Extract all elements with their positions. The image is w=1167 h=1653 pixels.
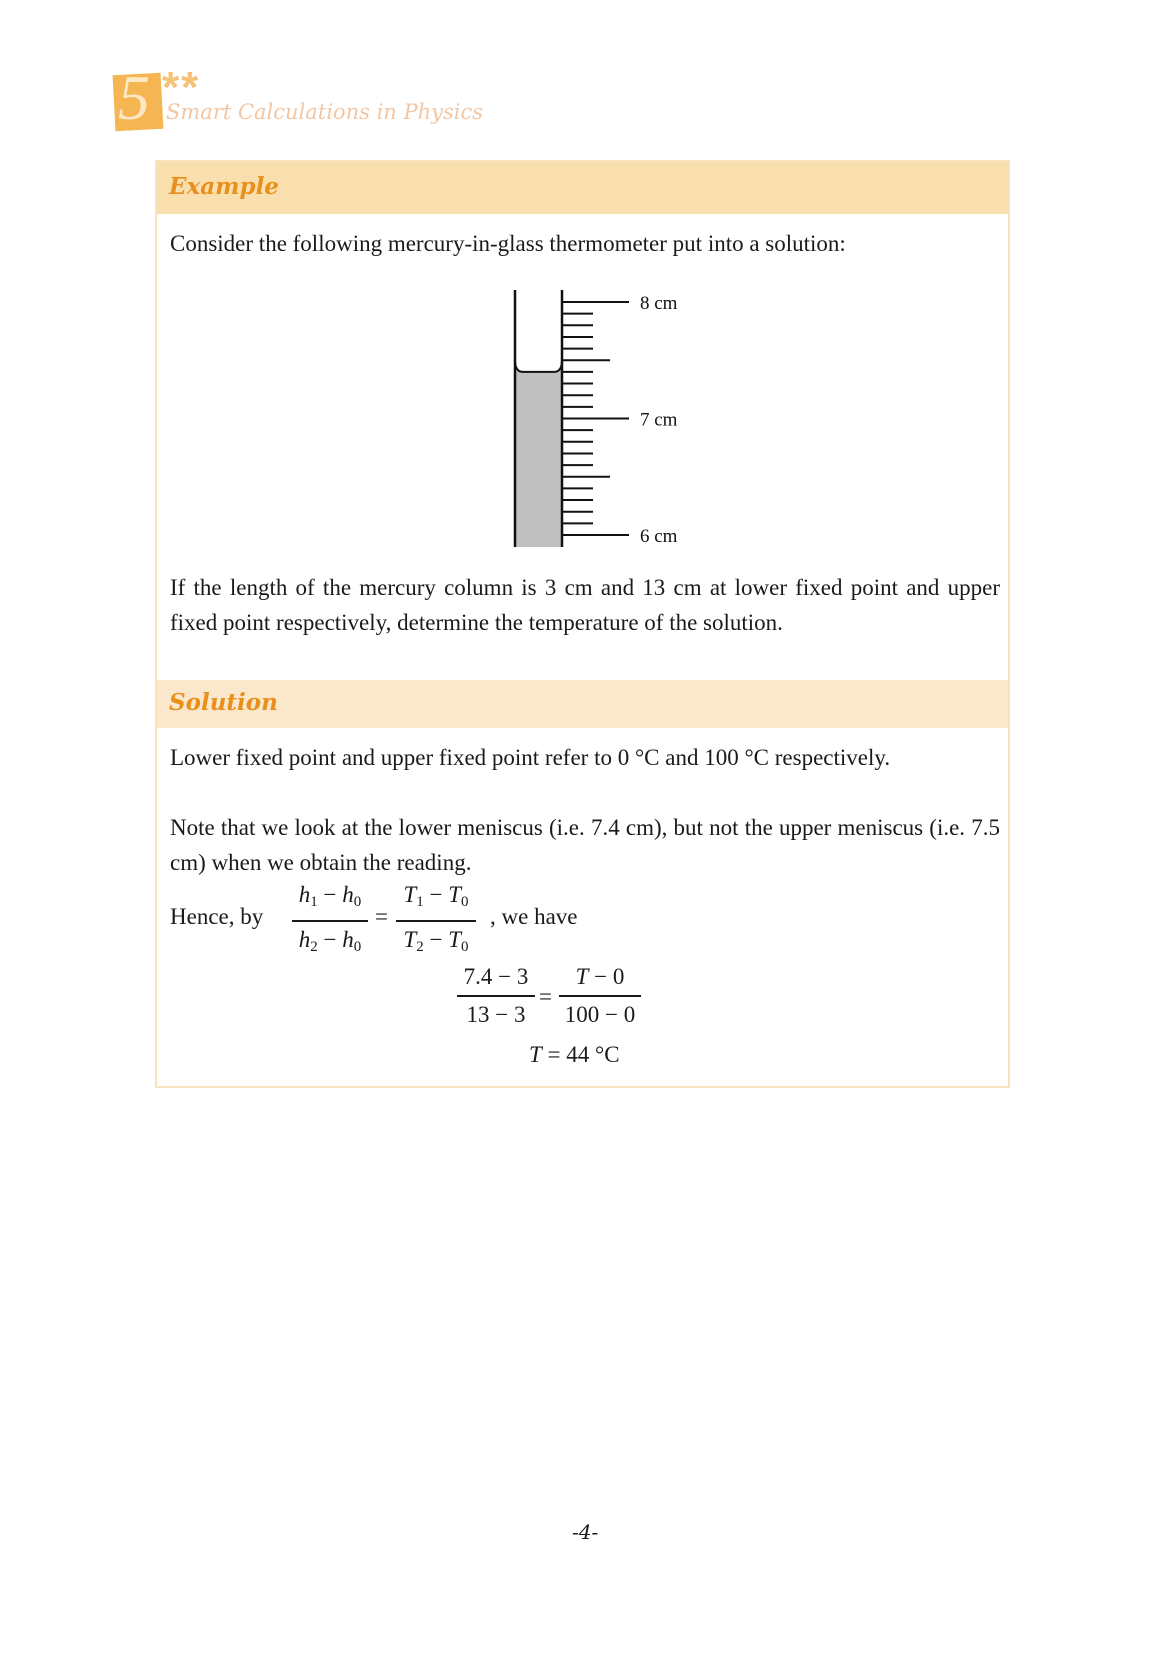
calculation [457, 962, 757, 1072]
fraction-bar [396, 920, 476, 922]
example-question: If the length of the mercury column is 3 cm and 13 cm at lower fixed point and upper fixed point respectively, determine the temperature of the solution. [170, 575, 1000, 635]
hence-text: Hence, by [170, 904, 264, 929]
fraction-h-numerator: $h_1 - h_0$ [298, 882, 362, 910]
mercury-column [515, 360, 562, 547]
equals-sign: = [375, 904, 388, 929]
logo-number: 5 [118, 62, 150, 133]
solution-fixed-points: Lower fixed point and upper fixed point refer to 0 °C and 100 °C respectively. [170, 745, 891, 770]
book-logo [112, 62, 492, 136]
fraction-t-denominator: $T_2 - T_0$ [403, 926, 469, 955]
example-label: Example [169, 173, 279, 200]
calc-left-denominator: 13 − 3 [466, 1001, 526, 1027]
thermometer [515, 290, 678, 547]
fraction-t [396, 880, 476, 962]
calc-fraction-right [559, 962, 641, 1030]
logo-stars-icon: ** [162, 63, 201, 112]
fraction-h-denominator: $h_2 - h_0$ [298, 926, 362, 955]
fraction-t-numerator: $T_1 - T_0$ [403, 882, 469, 910]
book-title: Smart Calculations in Physics [166, 100, 484, 124]
fraction-bar [559, 995, 641, 997]
we-have-text: , we have [490, 904, 578, 929]
solution-note: Note that we look at the lower meniscus (i.e. 7.4 cm), but not the upper meniscus (i.e. 7.5 cm) when we obtain the reading. [170, 815, 1000, 875]
scale-label: 6 cm [640, 526, 678, 547]
calc-right-denominator: 100 − 0 [564, 1001, 636, 1027]
calc-left-numerator: 7.4 − 3 [463, 964, 529, 989]
example-box [155, 160, 1010, 1088]
calc-right-numerator: T − 0 [575, 964, 625, 989]
solution-header [157, 680, 1008, 728]
meniscus-line [515, 360, 562, 372]
calc-result: T = 44 °C [529, 1042, 620, 1067]
general-formula [170, 880, 770, 960]
example-intro: Consider the following mercury-in-glass thermometer put into a solution: [170, 231, 846, 256]
scale-label: 7 cm [640, 409, 678, 431]
calc-equals-sign: = [539, 984, 552, 1009]
fraction-bar [457, 995, 535, 997]
page-number: -4- [572, 1520, 599, 1544]
scale-label: 8 cm [640, 293, 678, 314]
fraction-h [292, 880, 368, 962]
solution-label: Solution [169, 689, 278, 716]
fraction-bar [292, 920, 368, 922]
calc-fraction-left [457, 962, 535, 1030]
